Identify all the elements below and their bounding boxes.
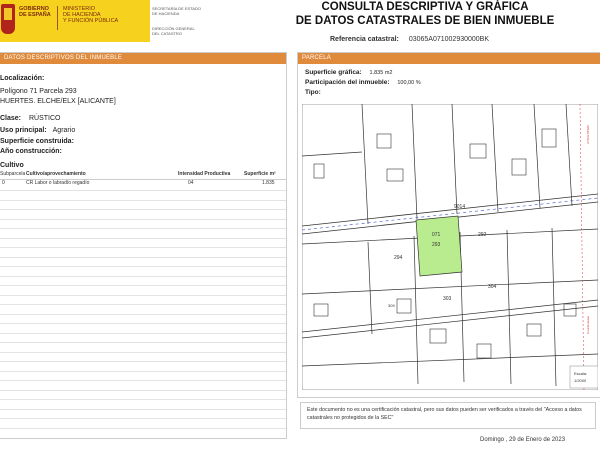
- secretary-line-1: SECRETARÍA DE ESTADO: [152, 6, 201, 11]
- header-intensidad: Intensidad Productiva: [178, 171, 231, 177]
- use-label: Uso principal:: [0, 127, 47, 134]
- graphic-area-label: Superficie gráfica:: [305, 69, 362, 76]
- table-row-line: [0, 371, 286, 372]
- crop-section-label: [0, 161, 24, 170]
- header-subparcela: Subparcela: [0, 171, 26, 177]
- location-line-2: HUERTES. ELCHE/ELX [ALICANTE]: [0, 98, 116, 105]
- graphic-area-row: [305, 68, 392, 78]
- table-row: [0, 180, 286, 188]
- ministry-line-2: DE HACIENDA: [63, 12, 101, 18]
- participation-value: 100,00 %: [397, 80, 421, 86]
- participation-label: Participación del inmueble:: [305, 79, 390, 86]
- svg-text:Coordenadas: Coordenadas: [586, 315, 590, 334]
- graphic-area-value: 1.835 m2: [369, 70, 393, 76]
- year-label: Año construcción:: [0, 148, 62, 155]
- class-value: RÚSTICO: [28, 115, 61, 122]
- table-row-line: [0, 323, 286, 324]
- cell-cultivo: CR Labor o labradío regadío: [26, 180, 90, 186]
- type-label: Tipo:: [305, 89, 321, 96]
- direction-line-1: DIRECCIÓN GENERAL: [152, 26, 195, 31]
- table-row-line: [0, 238, 286, 239]
- gov-line-1: GOBIERNO: [19, 6, 49, 12]
- location-label: [0, 74, 44, 83]
- participation-row: [305, 78, 421, 88]
- table-row-line: [0, 409, 286, 410]
- direction-line-2: DEL CATASTRO: [152, 31, 182, 36]
- highlight-label-a: 071: [432, 232, 441, 238]
- document-date: Domingo , 29 de Enero de 2023: [480, 437, 566, 443]
- table-row-line: [0, 285, 286, 286]
- scale-box: [570, 366, 598, 388]
- table-row-line: [0, 228, 286, 229]
- direction-label: [152, 26, 222, 36]
- ref-label: Referencia catastral:: [330, 36, 399, 43]
- table-row-line: [0, 428, 286, 429]
- table-row-line: [0, 276, 286, 277]
- table-row-line: [0, 352, 286, 353]
- government-label: [19, 6, 53, 18]
- parcel-304-label: 304: [488, 284, 497, 290]
- parcel-panel-bar: PARCELA: [298, 53, 600, 64]
- table-row-line: [0, 219, 286, 220]
- ministry-label: [63, 6, 133, 24]
- use-row: [0, 126, 75, 135]
- table-row-line: [0, 295, 286, 296]
- crop-label-text: Cultivo: [0, 162, 24, 169]
- coat-of-arms-icon: [1, 4, 15, 34]
- scale-value: 1/2000: [574, 378, 587, 383]
- descriptive-panel-bar: DATOS DESCRIPTIVOS DEL INMUEBLE: [0, 53, 286, 64]
- class-label: Clase:: [0, 115, 22, 122]
- table-row-line: [0, 314, 286, 315]
- parcel-309-label: 309: [388, 303, 395, 308]
- ministry-line-1: MINISTERIO: [63, 6, 96, 12]
- table-row-line: [0, 380, 286, 381]
- secretary-line-2: DE HACIENDA: [152, 11, 180, 16]
- table-row-line: [0, 399, 286, 400]
- table-row-line: [0, 418, 286, 419]
- header-cultivo: Cultivo/aprovechamiento: [26, 171, 86, 177]
- parcel-294-label: 294: [394, 255, 403, 261]
- location-line-1: Polígono 71 Parcela 293: [0, 88, 77, 95]
- table-row-line: [0, 266, 286, 267]
- table-row-line: [0, 361, 286, 362]
- built-area-row: [0, 137, 74, 146]
- document-title: [250, 0, 600, 28]
- title-line-1: CONSULTA DESCRIPTIVA Y GRÁFICA: [321, 1, 529, 13]
- parcel-303-label: 303: [443, 296, 452, 302]
- road-label: 9014: [454, 204, 466, 210]
- crop-table-header: [0, 171, 286, 180]
- parcel-292-label: 292: [478, 232, 487, 238]
- table-row-line: [0, 190, 286, 191]
- cell-subparcela: 0: [2, 180, 5, 186]
- table-row-line: [0, 333, 286, 334]
- cadastral-map: [302, 104, 598, 390]
- class-row: [0, 114, 60, 123]
- header-superficie: Superficie m²: [244, 171, 276, 177]
- table-row-line: [0, 390, 286, 391]
- table-row-line: [0, 247, 286, 248]
- cell-superficie: 1.835: [262, 180, 275, 186]
- svg-text:UTM ETRS89: UTM ETRS89: [586, 125, 590, 144]
- table-row-line: [0, 257, 286, 258]
- built-area-label: Superficie construida:: [0, 138, 74, 145]
- table-row-line: [0, 304, 286, 305]
- type-row: [305, 88, 321, 97]
- highlight-label-b: 293: [432, 242, 441, 248]
- disclaimer-note: Este documento no es una certificación catastral, pero sus datos pueden ser verificados a través del "Acceso a datos catastrales no protegidos de la SEC": [300, 402, 596, 429]
- table-row-line: [0, 342, 286, 343]
- cadastral-reference: [330, 36, 489, 43]
- secretary-label: [152, 6, 222, 16]
- ref-value: 03065A071002930000BK: [408, 36, 490, 43]
- year-row: [0, 147, 62, 156]
- gov-line-2: DE ESPAÑA: [19, 12, 51, 18]
- use-value: Agrario: [52, 127, 76, 134]
- logo-divider: [57, 6, 58, 30]
- cell-intensidad: 04: [188, 180, 194, 186]
- title-line-2: DE DATOS CATASTRALES DE BIEN INMUEBLE: [295, 15, 555, 27]
- location-label-text: Localización:: [0, 75, 45, 82]
- scale-label: Escala:: [574, 371, 588, 376]
- ministry-line-3: Y FUNCIÓN PÚBLICA: [63, 18, 119, 24]
- table-row-line: [0, 200, 286, 201]
- table-row-line: [0, 209, 286, 210]
